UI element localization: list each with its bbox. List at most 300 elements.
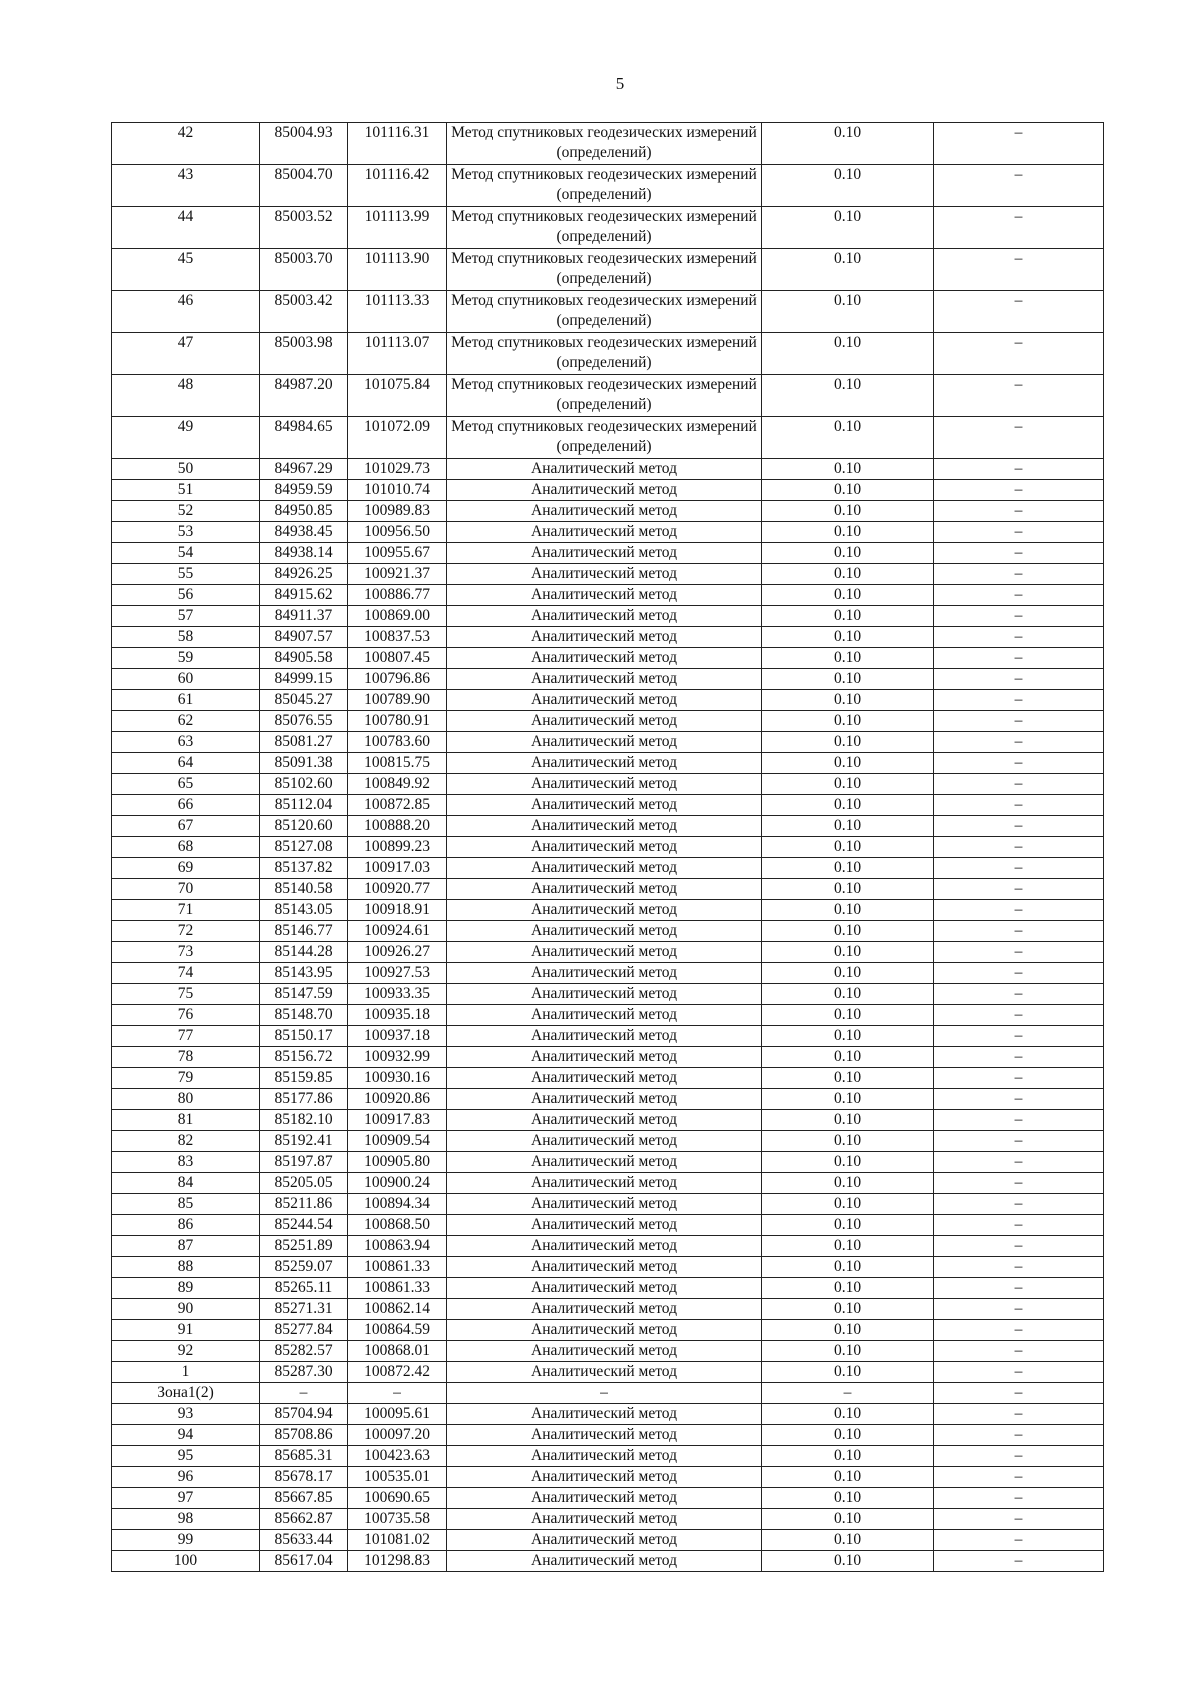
description-cell: – bbox=[934, 1236, 1104, 1257]
method-cell: Аналитический метод bbox=[447, 1341, 762, 1362]
coordinate-x-cell: 85143.05 bbox=[260, 900, 348, 921]
accuracy-cell: 0.10 bbox=[762, 648, 934, 669]
coordinates-table-body bbox=[112, 123, 1104, 1572]
table-row bbox=[112, 1236, 1104, 1257]
coordinate-y-cell: 100815.75 bbox=[348, 753, 447, 774]
description-cell: – bbox=[934, 543, 1104, 564]
coordinate-y-cell: 101298.83 bbox=[348, 1551, 447, 1572]
coordinate-x-cell: 85004.93 bbox=[260, 123, 348, 165]
table-row bbox=[112, 942, 1104, 963]
point-number-cell: 46 bbox=[112, 291, 260, 333]
accuracy-cell: 0.10 bbox=[762, 627, 934, 648]
coordinate-y-cell: 101113.33 bbox=[348, 291, 447, 333]
method-cell: Метод спутниковых геодезических измерений (определений) bbox=[447, 417, 762, 459]
accuracy-cell: 0.10 bbox=[762, 753, 934, 774]
accuracy-cell: 0.10 bbox=[762, 732, 934, 753]
point-number-cell: 68 bbox=[112, 837, 260, 858]
point-number-cell: 93 bbox=[112, 1404, 260, 1425]
description-cell: – bbox=[934, 963, 1104, 984]
table-row bbox=[112, 1488, 1104, 1509]
coordinate-y-cell: 100927.53 bbox=[348, 963, 447, 984]
point-number-cell: 54 bbox=[112, 543, 260, 564]
accuracy-cell: – bbox=[762, 1383, 934, 1404]
method-cell: Аналитический метод bbox=[447, 1425, 762, 1446]
point-number-cell: 99 bbox=[112, 1530, 260, 1551]
accuracy-cell: 0.10 bbox=[762, 480, 934, 501]
coordinate-x-cell: 85685.31 bbox=[260, 1446, 348, 1467]
table-row bbox=[112, 1005, 1104, 1026]
method-cell: Аналитический метод bbox=[447, 1026, 762, 1047]
method-cell: Аналитический метод bbox=[447, 879, 762, 900]
coordinate-y-cell: 100861.33 bbox=[348, 1257, 447, 1278]
description-cell: – bbox=[934, 1131, 1104, 1152]
description-cell: – bbox=[934, 753, 1104, 774]
coordinate-x-cell: 85177.86 bbox=[260, 1089, 348, 1110]
accuracy-cell: 0.10 bbox=[762, 1089, 934, 1110]
accuracy-cell: 0.10 bbox=[762, 1467, 934, 1488]
point-number-cell: 60 bbox=[112, 669, 260, 690]
coordinate-y-cell: 100937.18 bbox=[348, 1026, 447, 1047]
point-number-cell: 49 bbox=[112, 417, 260, 459]
accuracy-cell: 0.10 bbox=[762, 942, 934, 963]
coordinate-y-cell: 100917.03 bbox=[348, 858, 447, 879]
point-number-cell: 57 bbox=[112, 606, 260, 627]
description-cell: – bbox=[934, 1257, 1104, 1278]
accuracy-cell: 0.10 bbox=[762, 1236, 934, 1257]
method-cell: Аналитический метод bbox=[447, 669, 762, 690]
description-cell: – bbox=[934, 165, 1104, 207]
coordinate-x-cell: 85076.55 bbox=[260, 711, 348, 732]
coordinate-x-cell: 84999.15 bbox=[260, 669, 348, 690]
coordinate-x-cell: 85003.52 bbox=[260, 207, 348, 249]
method-cell: Метод спутниковых геодезических измерений (определений) bbox=[447, 207, 762, 249]
coordinate-x-cell: 85708.86 bbox=[260, 1425, 348, 1446]
table-row bbox=[112, 375, 1104, 417]
coordinate-y-cell: 100780.91 bbox=[348, 711, 447, 732]
description-cell: – bbox=[934, 732, 1104, 753]
point-number-cell: 75 bbox=[112, 984, 260, 1005]
table-row bbox=[112, 648, 1104, 669]
accuracy-cell: 0.10 bbox=[762, 522, 934, 543]
accuracy-cell: 0.10 bbox=[762, 1068, 934, 1089]
coordinate-x-cell: 85182.10 bbox=[260, 1110, 348, 1131]
table-row bbox=[112, 1131, 1104, 1152]
description-cell: – bbox=[934, 1152, 1104, 1173]
description-cell: – bbox=[934, 921, 1104, 942]
accuracy-cell: 0.10 bbox=[762, 1530, 934, 1551]
method-cell: Аналитический метод bbox=[447, 1215, 762, 1236]
coordinate-x-cell: 85112.04 bbox=[260, 795, 348, 816]
coordinate-x-cell: 85617.04 bbox=[260, 1551, 348, 1572]
point-number-cell: 84 bbox=[112, 1173, 260, 1194]
point-number-cell: 85 bbox=[112, 1194, 260, 1215]
coordinate-y-cell: 100868.01 bbox=[348, 1341, 447, 1362]
accuracy-cell: 0.10 bbox=[762, 963, 934, 984]
coordinate-x-cell: 85271.31 bbox=[260, 1299, 348, 1320]
method-cell: Аналитический метод bbox=[447, 564, 762, 585]
point-number-cell: 74 bbox=[112, 963, 260, 984]
accuracy-cell: 0.10 bbox=[762, 333, 934, 375]
accuracy-cell: 0.10 bbox=[762, 249, 934, 291]
method-cell: Метод спутниковых геодезических измерений (определений) bbox=[447, 375, 762, 417]
description-cell: – bbox=[934, 942, 1104, 963]
method-cell: Аналитический метод bbox=[447, 1152, 762, 1173]
description-cell: – bbox=[934, 249, 1104, 291]
table-row bbox=[112, 1383, 1104, 1404]
table-row bbox=[112, 606, 1104, 627]
table-row bbox=[112, 1362, 1104, 1383]
method-cell: Аналитический метод bbox=[447, 1551, 762, 1572]
table-row bbox=[112, 627, 1104, 648]
table-row bbox=[112, 984, 1104, 1005]
coordinate-x-cell: 84967.29 bbox=[260, 459, 348, 480]
table-row bbox=[112, 1551, 1104, 1572]
accuracy-cell: 0.10 bbox=[762, 921, 934, 942]
description-cell: – bbox=[934, 480, 1104, 501]
description-cell: – bbox=[934, 1089, 1104, 1110]
description-cell: – bbox=[934, 501, 1104, 522]
page-number: 5 bbox=[615, 74, 625, 93]
description-cell: – bbox=[934, 291, 1104, 333]
table-row bbox=[112, 1173, 1104, 1194]
description-cell: – bbox=[934, 858, 1104, 879]
coordinate-x-cell: 85156.72 bbox=[260, 1047, 348, 1068]
coordinate-x-cell: 84984.65 bbox=[260, 417, 348, 459]
coordinate-y-cell: 100921.37 bbox=[348, 564, 447, 585]
coordinate-y-cell: 100920.77 bbox=[348, 879, 447, 900]
method-cell: Аналитический метод bbox=[447, 963, 762, 984]
coordinate-y-cell: 100909.54 bbox=[348, 1131, 447, 1152]
coordinate-x-cell: 85205.05 bbox=[260, 1173, 348, 1194]
method-cell: Аналитический метод bbox=[447, 501, 762, 522]
coordinate-y-cell: 100861.33 bbox=[348, 1278, 447, 1299]
coordinate-x-cell: 85662.87 bbox=[260, 1509, 348, 1530]
method-cell: Аналитический метод bbox=[447, 585, 762, 606]
table-row bbox=[112, 1278, 1104, 1299]
coordinate-y-cell: 100862.14 bbox=[348, 1299, 447, 1320]
coordinate-x-cell: 84938.14 bbox=[260, 543, 348, 564]
description-cell: – bbox=[934, 333, 1104, 375]
method-cell: Метод спутниковых геодезических измерений (определений) bbox=[447, 249, 762, 291]
coordinate-y-cell: 101081.02 bbox=[348, 1530, 447, 1551]
coordinate-y-cell: 100905.80 bbox=[348, 1152, 447, 1173]
description-cell: – bbox=[934, 606, 1104, 627]
table-row bbox=[112, 711, 1104, 732]
accuracy-cell: 0.10 bbox=[762, 459, 934, 480]
coordinate-y-cell: 100926.27 bbox=[348, 942, 447, 963]
coordinate-y-cell: 100735.58 bbox=[348, 1509, 447, 1530]
point-number-cell: 98 bbox=[112, 1509, 260, 1530]
coordinate-y-cell: 100899.23 bbox=[348, 837, 447, 858]
method-cell: Аналитический метод bbox=[447, 1446, 762, 1467]
description-cell: – bbox=[934, 1173, 1104, 1194]
accuracy-cell: 0.10 bbox=[762, 585, 934, 606]
point-number-cell: 97 bbox=[112, 1488, 260, 1509]
description-cell: – bbox=[934, 1362, 1104, 1383]
coordinate-x-cell: 85146.77 bbox=[260, 921, 348, 942]
accuracy-cell: 0.10 bbox=[762, 1488, 934, 1509]
point-number-cell: 55 bbox=[112, 564, 260, 585]
point-number-cell: 61 bbox=[112, 690, 260, 711]
method-cell: Аналитический метод bbox=[447, 543, 762, 564]
coordinate-x-cell: 85003.98 bbox=[260, 333, 348, 375]
method-cell: Аналитический метод bbox=[447, 1236, 762, 1257]
coordinate-y-cell: 100900.24 bbox=[348, 1173, 447, 1194]
method-cell: Аналитический метод bbox=[447, 480, 762, 501]
accuracy-cell: 0.10 bbox=[762, 879, 934, 900]
accuracy-cell: 0.10 bbox=[762, 1299, 934, 1320]
table-row bbox=[112, 1257, 1104, 1278]
accuracy-cell: 0.10 bbox=[762, 984, 934, 1005]
coordinate-x-cell: 85287.30 bbox=[260, 1362, 348, 1383]
coordinate-x-cell: 85251.89 bbox=[260, 1236, 348, 1257]
method-cell: Аналитический метод bbox=[447, 1488, 762, 1509]
table-row bbox=[112, 291, 1104, 333]
table-row bbox=[112, 1425, 1104, 1446]
coordinate-y-cell: 100917.83 bbox=[348, 1110, 447, 1131]
description-cell: – bbox=[934, 816, 1104, 837]
coordinate-x-cell: 85259.07 bbox=[260, 1257, 348, 1278]
description-cell: – bbox=[934, 1446, 1104, 1467]
point-number-cell: 43 bbox=[112, 165, 260, 207]
table-row bbox=[112, 690, 1104, 711]
point-number-cell: 95 bbox=[112, 1446, 260, 1467]
point-number-cell: 56 bbox=[112, 585, 260, 606]
coordinate-y-cell: 100423.63 bbox=[348, 1446, 447, 1467]
accuracy-cell: 0.10 bbox=[762, 375, 934, 417]
description-cell: – bbox=[934, 711, 1104, 732]
coordinate-y-cell: 101116.42 bbox=[348, 165, 447, 207]
method-cell: Аналитический метод bbox=[447, 753, 762, 774]
point-number-cell: 91 bbox=[112, 1320, 260, 1341]
point-number-cell: 76 bbox=[112, 1005, 260, 1026]
accuracy-cell: 0.10 bbox=[762, 837, 934, 858]
point-number-cell: 88 bbox=[112, 1257, 260, 1278]
point-number-cell: 70 bbox=[112, 879, 260, 900]
coordinate-x-cell: 85091.38 bbox=[260, 753, 348, 774]
coordinate-y-cell: 100918.91 bbox=[348, 900, 447, 921]
accuracy-cell: 0.10 bbox=[762, 1152, 934, 1173]
accuracy-cell: 0.10 bbox=[762, 816, 934, 837]
method-cell: Аналитический метод bbox=[447, 732, 762, 753]
coordinate-y-cell: 100989.83 bbox=[348, 501, 447, 522]
table-row bbox=[112, 963, 1104, 984]
coordinate-x-cell: 85003.42 bbox=[260, 291, 348, 333]
point-number-cell: 45 bbox=[112, 249, 260, 291]
table-row bbox=[112, 1467, 1104, 1488]
table-row bbox=[112, 774, 1104, 795]
description-cell: – bbox=[934, 900, 1104, 921]
method-cell: Аналитический метод bbox=[447, 984, 762, 1005]
coordinate-y-cell: 100933.35 bbox=[348, 984, 447, 1005]
coordinate-x-cell: 85081.27 bbox=[260, 732, 348, 753]
table-row bbox=[112, 1215, 1104, 1236]
method-cell: Метод спутниковых геодезических измерений (определений) bbox=[447, 291, 762, 333]
coordinate-x-cell: 85140.58 bbox=[260, 879, 348, 900]
accuracy-cell: 0.10 bbox=[762, 1551, 934, 1572]
coordinate-x-cell: 84911.37 bbox=[260, 606, 348, 627]
method-cell: Аналитический метод bbox=[447, 1131, 762, 1152]
coordinate-y-cell: 100924.61 bbox=[348, 921, 447, 942]
point-number-cell: 92 bbox=[112, 1341, 260, 1362]
coordinate-x-cell: 85277.84 bbox=[260, 1320, 348, 1341]
coordinate-x-cell: 85678.17 bbox=[260, 1467, 348, 1488]
coordinate-x-cell: 85192.41 bbox=[260, 1131, 348, 1152]
table-row bbox=[112, 480, 1104, 501]
coordinate-x-cell: 84915.62 bbox=[260, 585, 348, 606]
table-row bbox=[112, 1341, 1104, 1362]
coordinate-y-cell: 100869.00 bbox=[348, 606, 447, 627]
method-cell: Аналитический метод bbox=[447, 1509, 762, 1530]
coordinate-x-cell: 85150.17 bbox=[260, 1026, 348, 1047]
description-cell: – bbox=[934, 123, 1104, 165]
description-cell: – bbox=[934, 1215, 1104, 1236]
description-cell: – bbox=[934, 522, 1104, 543]
description-cell: – bbox=[934, 1425, 1104, 1446]
coordinate-y-cell: 101113.99 bbox=[348, 207, 447, 249]
coordinate-y-cell: 100930.16 bbox=[348, 1068, 447, 1089]
description-cell: – bbox=[934, 1194, 1104, 1215]
coordinate-x-cell: 85003.70 bbox=[260, 249, 348, 291]
accuracy-cell: 0.10 bbox=[762, 1257, 934, 1278]
point-number-cell: 73 bbox=[112, 942, 260, 963]
coordinate-x-cell: 84987.20 bbox=[260, 375, 348, 417]
description-cell: – bbox=[934, 1110, 1104, 1131]
coordinates-table bbox=[111, 122, 1104, 1572]
description-cell: – bbox=[934, 1005, 1104, 1026]
coordinate-y-cell: 100095.61 bbox=[348, 1404, 447, 1425]
table-row bbox=[112, 501, 1104, 522]
table-row bbox=[112, 732, 1104, 753]
method-cell: Аналитический метод bbox=[447, 1362, 762, 1383]
point-number-cell: 1 bbox=[112, 1362, 260, 1383]
table-row bbox=[112, 522, 1104, 543]
coordinate-x-cell: 85144.28 bbox=[260, 942, 348, 963]
description-cell: – bbox=[934, 1467, 1104, 1488]
accuracy-cell: 0.10 bbox=[762, 417, 934, 459]
accuracy-cell: 0.10 bbox=[762, 1404, 934, 1425]
method-cell: Аналитический метод bbox=[447, 858, 762, 879]
method-cell: Аналитический метод bbox=[447, 1047, 762, 1068]
description-cell: – bbox=[934, 690, 1104, 711]
description-cell: – bbox=[934, 669, 1104, 690]
coordinate-x-cell: 84905.58 bbox=[260, 648, 348, 669]
method-cell: Аналитический метод bbox=[447, 942, 762, 963]
coordinate-y-cell: 100807.45 bbox=[348, 648, 447, 669]
coordinate-y-cell: 100783.60 bbox=[348, 732, 447, 753]
method-cell: Аналитический метод bbox=[447, 648, 762, 669]
coordinate-y-cell: 100888.20 bbox=[348, 816, 447, 837]
coordinate-y-cell: 100935.18 bbox=[348, 1005, 447, 1026]
point-number-cell: Зона1(2) bbox=[112, 1383, 260, 1404]
table-row bbox=[112, 459, 1104, 480]
coordinate-y-cell: 100868.50 bbox=[348, 1215, 447, 1236]
description-cell: – bbox=[934, 1530, 1104, 1551]
coordinate-y-cell: 100796.86 bbox=[348, 669, 447, 690]
method-cell: Метод спутниковых геодезических измерений (определений) bbox=[447, 333, 762, 375]
description-cell: – bbox=[934, 1047, 1104, 1068]
coordinate-y-cell: – bbox=[348, 1383, 447, 1404]
coordinate-y-cell: 101072.09 bbox=[348, 417, 447, 459]
coordinate-y-cell: 100932.99 bbox=[348, 1047, 447, 1068]
coordinate-y-cell: 100956.50 bbox=[348, 522, 447, 543]
coordinate-x-cell: 85147.59 bbox=[260, 984, 348, 1005]
coordinate-y-cell: 101029.73 bbox=[348, 459, 447, 480]
description-cell: – bbox=[934, 1341, 1104, 1362]
point-number-cell: 64 bbox=[112, 753, 260, 774]
table-row bbox=[112, 1404, 1104, 1425]
table-row bbox=[112, 585, 1104, 606]
table-row bbox=[112, 1152, 1104, 1173]
description-cell: – bbox=[934, 417, 1104, 459]
method-cell: Аналитический метод bbox=[447, 774, 762, 795]
description-cell: – bbox=[934, 627, 1104, 648]
coordinate-x-cell: 84938.45 bbox=[260, 522, 348, 543]
accuracy-cell: 0.10 bbox=[762, 1131, 934, 1152]
description-cell: – bbox=[934, 1551, 1104, 1572]
point-number-cell: 63 bbox=[112, 732, 260, 753]
accuracy-cell: 0.10 bbox=[762, 564, 934, 585]
method-cell: Аналитический метод bbox=[447, 1068, 762, 1089]
coordinate-x-cell: 85137.82 bbox=[260, 858, 348, 879]
accuracy-cell: 0.10 bbox=[762, 1320, 934, 1341]
table-row bbox=[112, 1530, 1104, 1551]
coordinate-x-cell: 85244.54 bbox=[260, 1215, 348, 1236]
coordinate-x-cell: 84950.85 bbox=[260, 501, 348, 522]
point-number-cell: 83 bbox=[112, 1152, 260, 1173]
table-row bbox=[112, 417, 1104, 459]
accuracy-cell: 0.10 bbox=[762, 1110, 934, 1131]
accuracy-cell: 0.10 bbox=[762, 690, 934, 711]
table-row bbox=[112, 207, 1104, 249]
table-row bbox=[112, 879, 1104, 900]
coordinate-y-cell: 100955.67 bbox=[348, 543, 447, 564]
point-number-cell: 78 bbox=[112, 1047, 260, 1068]
method-cell: Аналитический метод bbox=[447, 1320, 762, 1341]
description-cell: – bbox=[934, 879, 1104, 900]
coordinate-y-cell: 101113.07 bbox=[348, 333, 447, 375]
coordinate-x-cell: 85102.60 bbox=[260, 774, 348, 795]
method-cell: Аналитический метод bbox=[447, 1173, 762, 1194]
coordinate-y-cell: 100872.42 bbox=[348, 1362, 447, 1383]
table-row bbox=[112, 1509, 1104, 1530]
table-row bbox=[112, 564, 1104, 585]
accuracy-cell: 0.10 bbox=[762, 165, 934, 207]
accuracy-cell: 0.10 bbox=[762, 1215, 934, 1236]
point-number-cell: 96 bbox=[112, 1467, 260, 1488]
point-number-cell: 52 bbox=[112, 501, 260, 522]
coordinate-y-cell: 100097.20 bbox=[348, 1425, 447, 1446]
table-row bbox=[112, 333, 1104, 375]
accuracy-cell: 0.10 bbox=[762, 900, 934, 921]
coordinate-x-cell: 85633.44 bbox=[260, 1530, 348, 1551]
coordinate-y-cell: 100849.92 bbox=[348, 774, 447, 795]
description-cell: – bbox=[934, 1383, 1104, 1404]
table-row bbox=[112, 1026, 1104, 1047]
point-number-cell: 50 bbox=[112, 459, 260, 480]
method-cell: Аналитический метод bbox=[447, 837, 762, 858]
method-cell: Аналитический метод bbox=[447, 816, 762, 837]
description-cell: – bbox=[934, 1320, 1104, 1341]
accuracy-cell: 0.10 bbox=[762, 669, 934, 690]
accuracy-cell: 0.10 bbox=[762, 774, 934, 795]
point-number-cell: 77 bbox=[112, 1026, 260, 1047]
method-cell: Аналитический метод bbox=[447, 900, 762, 921]
coordinate-x-cell: 84907.57 bbox=[260, 627, 348, 648]
method-cell: Аналитический метод bbox=[447, 1278, 762, 1299]
coordinate-x-cell: 85265.11 bbox=[260, 1278, 348, 1299]
coordinate-y-cell: 100690.65 bbox=[348, 1488, 447, 1509]
